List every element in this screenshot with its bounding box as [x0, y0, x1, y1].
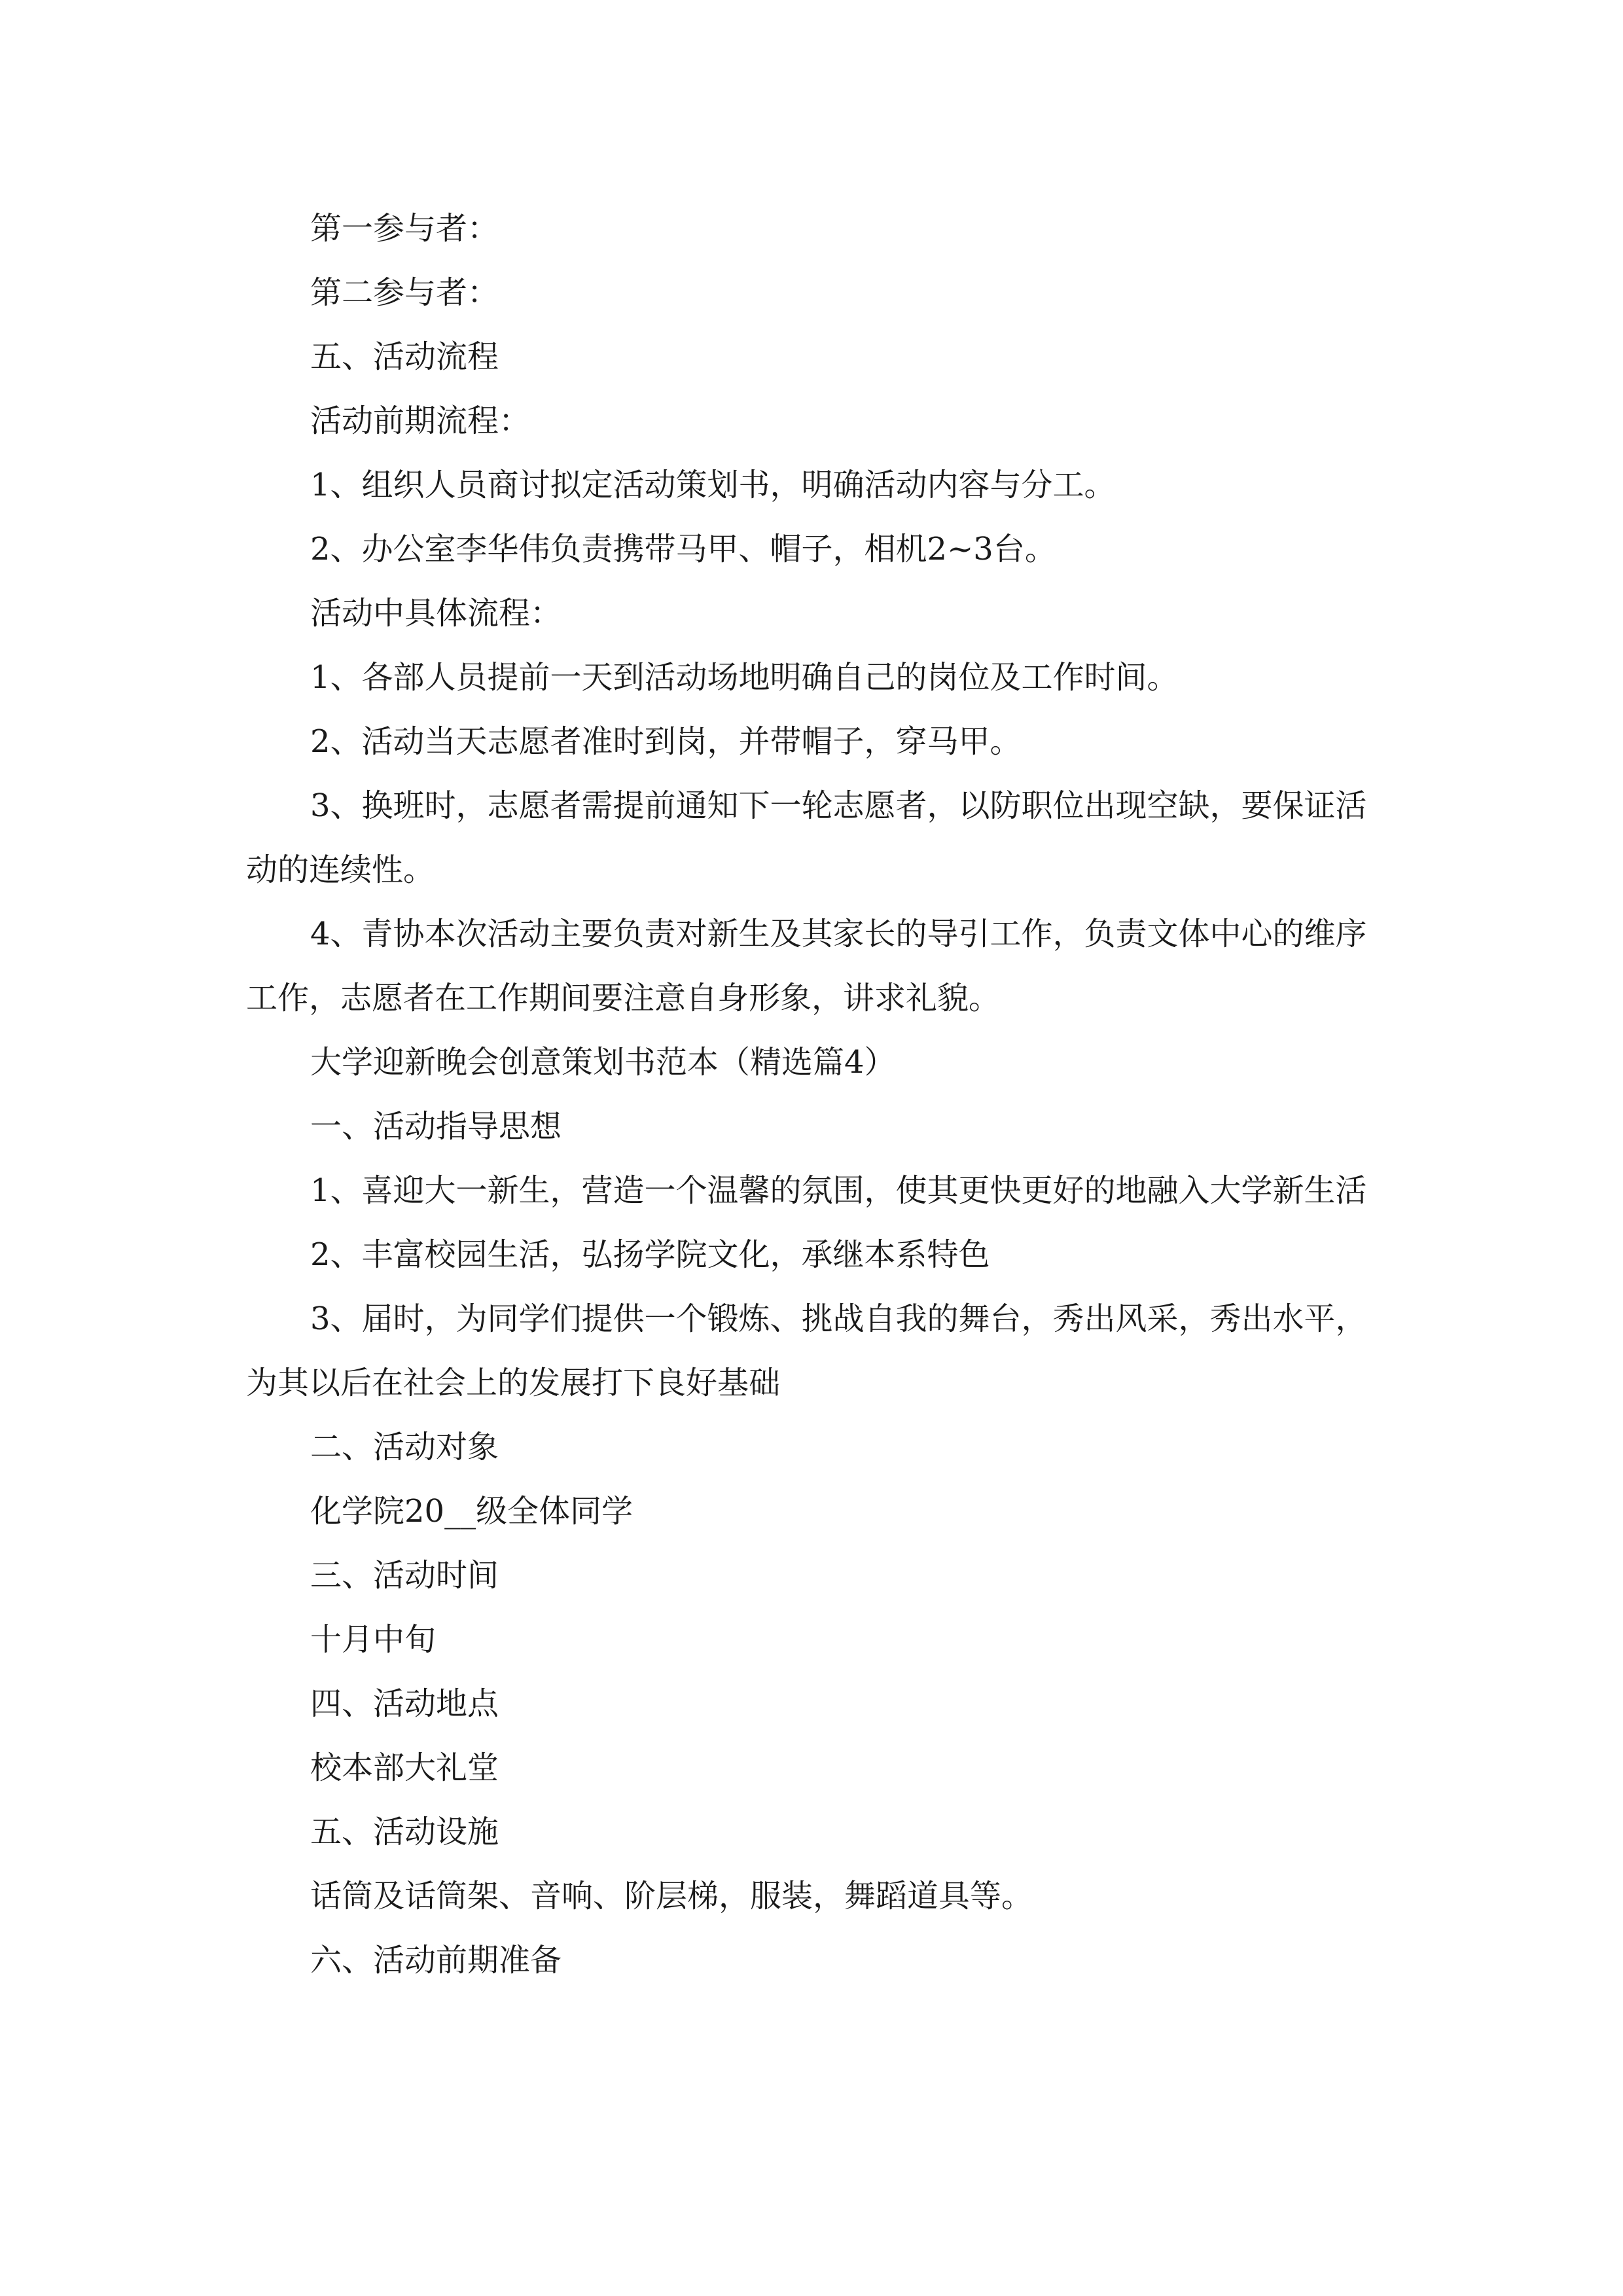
activity-facilities-text: 话筒及话筒架、音响、阶层梯，服装，舞蹈道具等。 [310, 1878, 1033, 1914]
list-item-during-4: 4、青协本次活动主要负责对新生及其家长的导引工作，负责文体中心的维序工作，志愿者在工作期间要注意自身形象，讲求礼貌。 [246, 916, 1367, 1016]
paragraph-first-participant: 第一参与者： [310, 210, 499, 247]
list-item-during-2: 2、活动当天志愿者准时到岗，并带帽子，穿马甲。 [310, 723, 1022, 760]
subheading-during-activity-process: 活动中具体流程： [310, 595, 562, 632]
activity-location-text: 校本部大礼堂 [310, 1749, 499, 1786]
list-item-guiding-2: 2、丰富校园生活，弘扬学院文化，承继本系特色 [310, 1236, 990, 1273]
target-audience-text: 化学院20__级全体同学 [310, 1493, 633, 1530]
section-heading-activity-time: 三、活动时间 [310, 1557, 499, 1594]
list-item-guiding-1: 1、喜迎大一新生，营造一个温馨的氛围，使其更快更好的地融入大学新生活 [310, 1172, 1367, 1209]
section-heading-activity-facilities: 五、活动设施 [310, 1814, 499, 1850]
list-item-during-1: 1、各部人员提前一天到活动场地明确自己的岗位及工作时间。 [310, 659, 1179, 696]
paragraph-second-participant: 第二参与者： [310, 274, 499, 311]
list-item-pre-2: 2、办公室李华伟负责携带马甲、帽子，相机2~3台。 [310, 531, 1056, 567]
list-item-guiding-3: 3、届时，为同学们提供一个锻炼、挑战自我的舞台，秀出风采，秀出水平，为其以后在社会上的发展打下良好基础 [246, 1300, 1367, 1401]
list-item-pre-1: 1、组织人员商讨拟定活动策划书，明确活动内容与分工。 [310, 467, 1116, 503]
section-heading-preparation: 六、活动前期准备 [310, 1942, 562, 1979]
section-heading-guiding-thought: 一、活动指导思想 [310, 1108, 562, 1145]
section-heading-target-audience: 二、活动对象 [310, 1429, 499, 1465]
list-item-during-3: 3、换班时，志愿者需提前通知下一轮志愿者，以防职位出现空缺，要保证活动的连续性。 [246, 787, 1367, 888]
subheading-pre-activity-process: 活动前期流程： [310, 403, 531, 439]
document-body [246, 196, 1385, 1992]
section-heading-activity-location: 四、活动地点 [310, 1685, 499, 1722]
section-heading-activity-process: 五、活动流程 [310, 338, 499, 375]
activity-time-text: 十月中旬 [310, 1621, 437, 1658]
article-title-part-4: 大学迎新晚会创意策划书范本（精选篇4） [310, 1044, 896, 1081]
